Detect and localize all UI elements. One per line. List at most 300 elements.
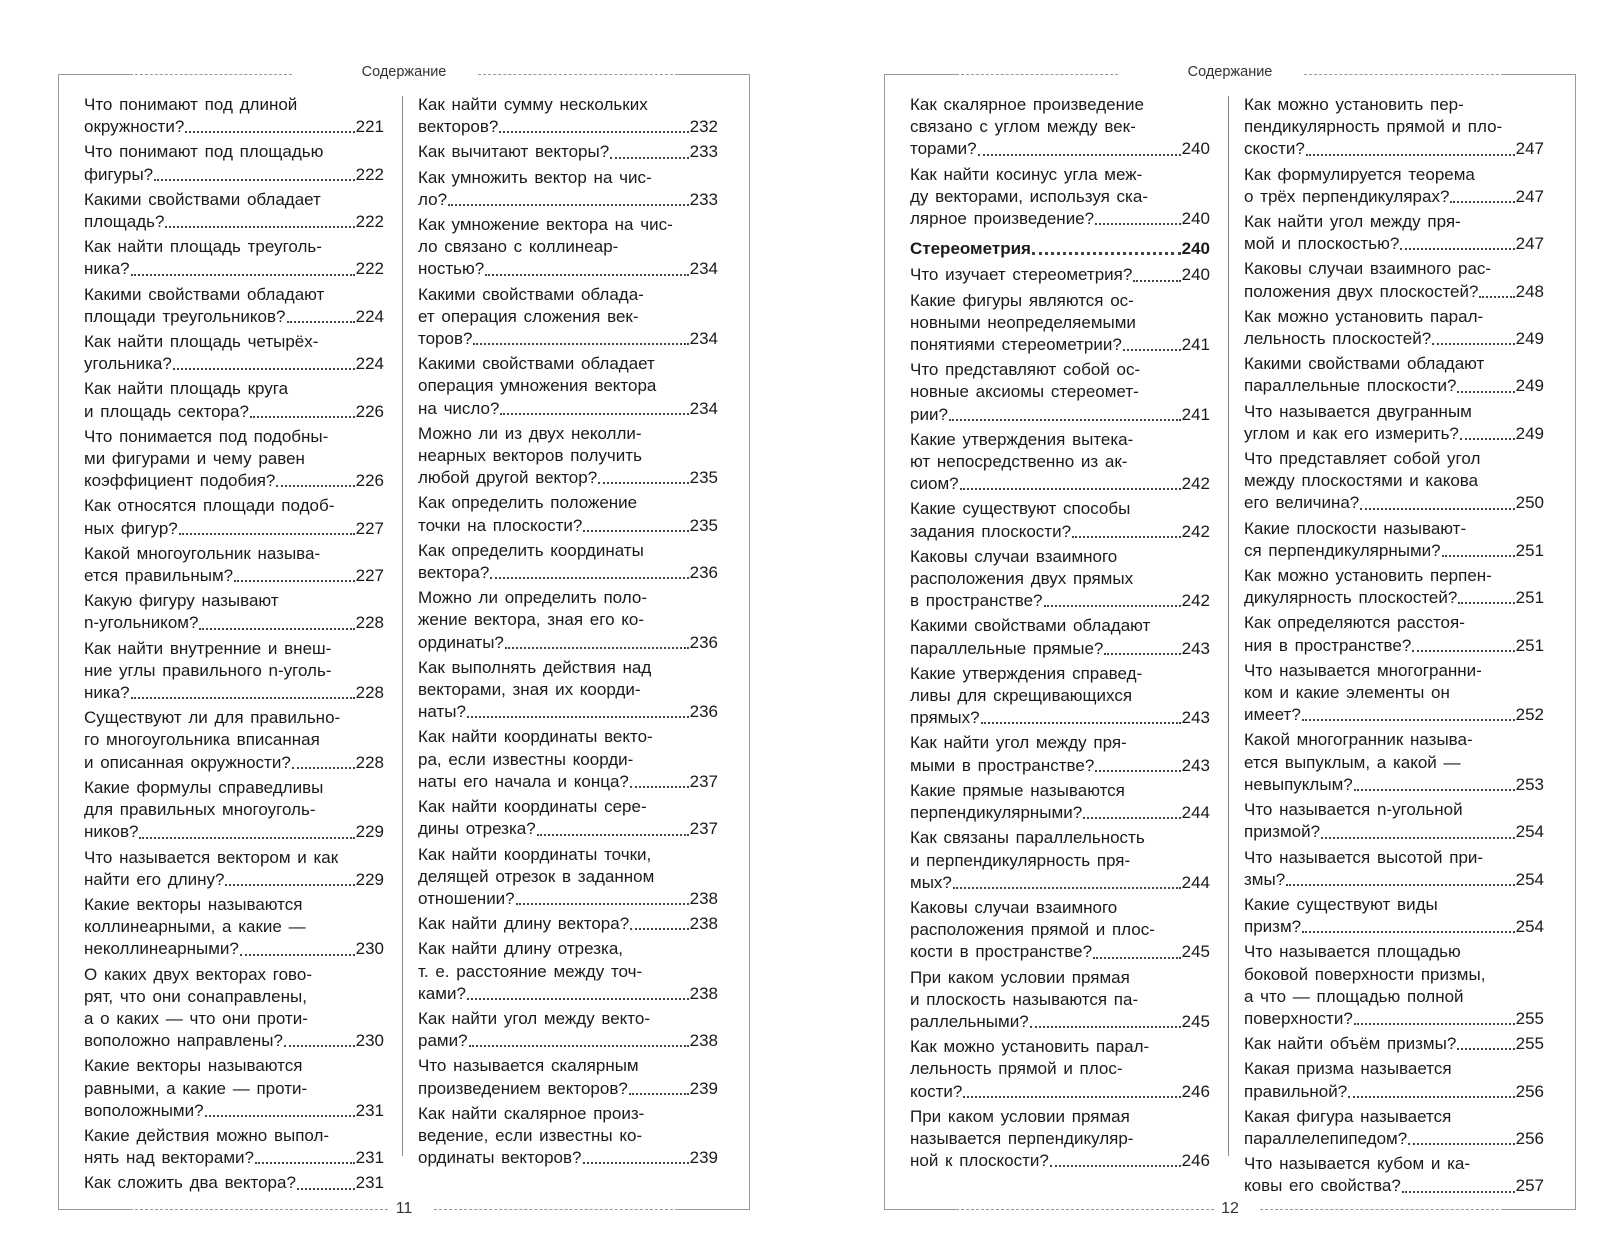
dot-leader [1032, 252, 1181, 255]
toc-page-number: 238 [689, 1031, 718, 1051]
toc-entry [910, 1106, 1210, 1173]
dot-leader [448, 204, 689, 206]
dot-leader [978, 154, 1181, 156]
toc-entry-line: для правильных многоуголь- [84, 800, 316, 820]
toc-entry-line: торами? [910, 139, 977, 159]
toc-entry-line: сиом? [910, 474, 959, 494]
dot-leader [287, 321, 355, 323]
toc-entry [418, 214, 718, 281]
toc-page-number: 249 [1515, 423, 1544, 443]
toc-entry-line: угольника? [84, 354, 172, 374]
toc-page-number: 238 [689, 914, 718, 934]
dot-leader [1348, 1096, 1514, 1098]
toc-entry-line: наты его начала и конца? [418, 771, 629, 791]
dot-leader [1479, 296, 1514, 298]
toc-entry-last-line [910, 707, 1210, 729]
toc-entry-last-line [418, 888, 718, 910]
toc-entry-line: Что представляет собой угол [1244, 449, 1481, 469]
toc-entry [1244, 353, 1544, 397]
running-title: Содержание [1187, 64, 1273, 80]
toc-entry-line: ло связано с коллинеар- [418, 237, 619, 257]
dot-leader [949, 419, 1181, 421]
toc-entry-line: При каком условии прямая [910, 967, 1130, 987]
toc-entry-line: ся перпендикулярными? [1244, 540, 1441, 560]
dot-leader [1450, 201, 1514, 203]
toc-page-number: 240 [1181, 139, 1210, 159]
dot-leader [960, 488, 1181, 490]
toc-entry [418, 844, 718, 911]
dot-leader [1432, 343, 1514, 345]
toc-entry-line: Каковы случаи взаимного [910, 546, 1118, 566]
toc-page-number: 222 [355, 164, 384, 184]
toc-section-heading [910, 238, 1210, 260]
toc-entry-line: Какие фигуры являются ос- [910, 290, 1134, 310]
toc-page-number: 227 [355, 518, 384, 538]
toc-entry-last-line [910, 208, 1210, 230]
toc-entry-line: новные аксиомы стереомет- [910, 382, 1139, 402]
toc-entry [1244, 565, 1544, 609]
toc-entry-line: воположными? [84, 1100, 204, 1120]
toc-entry-line: Существуют ли для правильно- [84, 708, 341, 728]
toc-page-number: 226 [355, 471, 384, 491]
dot-leader [1050, 1165, 1181, 1167]
toc-entry-line: ника? [84, 259, 130, 279]
toc-page-number: 245 [1181, 942, 1210, 962]
toc-entry-line: задания плоскости? [910, 521, 1072, 541]
dot-leader [131, 274, 355, 276]
toc-entry-line: ников? [84, 822, 139, 842]
toc-entry-last-line [418, 983, 718, 1005]
toc-entry [910, 967, 1210, 1034]
toc-entry-line: рят, что они сонаправлены, [84, 986, 307, 1006]
toc-entry-last-line [84, 164, 384, 186]
toc-entry [910, 264, 1210, 286]
toc-page-number: 230 [355, 939, 384, 959]
dot-leader [630, 928, 688, 930]
toc-entry-last-line [84, 565, 384, 587]
dot-leader [499, 131, 688, 133]
toc-page-number: 248 [1515, 281, 1544, 301]
toc-entry-line: неколлинеарными? [84, 939, 239, 959]
toc-entry [84, 94, 384, 138]
toc-entry [418, 726, 718, 793]
toc-entry-last-line [1244, 492, 1544, 514]
toc-entry-last-line [910, 872, 1210, 894]
dot-leader [185, 131, 354, 133]
toc-page-number: 243 [1181, 755, 1210, 775]
toc-entry-line: Как определить положение [418, 493, 638, 513]
toc-page-number: 232 [689, 117, 718, 137]
toc-entry-line: прямых? [910, 708, 980, 728]
toc-entry-line: Как формулируется теорема [1244, 164, 1475, 184]
dot-leader [165, 226, 354, 228]
toc-entry-line: ковы его свойства? [1244, 1176, 1401, 1196]
toc-entry-line: расположения двух прямых [910, 569, 1134, 589]
frame-edge [884, 74, 885, 1210]
toc-entry-line: призмой? [1244, 822, 1321, 842]
toc-page-number: 251 [1515, 635, 1544, 655]
toc-entry-line: ется выпуклым, а какой — [1244, 752, 1461, 772]
dot-leader [297, 1188, 355, 1190]
toc-entry-line: Что называется многогранни- [1244, 660, 1482, 680]
toc-entry-last-line [418, 632, 718, 654]
toc-page-number: 233 [689, 189, 718, 209]
toc-entry-last-line [1244, 1128, 1544, 1150]
toc-entry-line: Что называется кубом и ка- [1244, 1154, 1471, 1174]
toc-entry-last-line [418, 328, 718, 350]
frame-edge [58, 74, 59, 1210]
toc-entry-line: ординаты? [418, 632, 504, 652]
toc-entry-line: коэффициент подобия? [84, 471, 276, 491]
toc-entry-line: точки на плоскости? [418, 515, 583, 535]
toc-entry-last-line [1244, 375, 1544, 397]
toc-entry-line: скости? [1244, 139, 1305, 159]
toc-entry [418, 796, 718, 840]
toc-entry [418, 913, 718, 935]
toc-entry-last-line [418, 1078, 718, 1100]
dot-leader [485, 274, 688, 276]
toc-entry [1244, 847, 1544, 891]
toc-page-number: 234 [689, 259, 718, 279]
toc-entry-last-line [84, 821, 384, 843]
toc-entry [84, 847, 384, 891]
toc-entry-line: и площадь сектора? [84, 401, 249, 421]
toc-entry-last-line [84, 1147, 384, 1169]
toc-entry-line: ния в пространстве? [1244, 635, 1412, 655]
toc-entry-line: любой другой вектор? [418, 468, 598, 488]
toc-entry [84, 426, 384, 493]
toc-entry [1244, 448, 1544, 515]
toc-entry-last-line [910, 238, 1210, 260]
toc-entry-line: Как умножение вектора на чис- [418, 215, 673, 235]
toc-entry-line: Как связаны параллельность [910, 828, 1145, 848]
toc-entry-last-line [1244, 869, 1544, 891]
toc-entry-line: Как найти угол между пря- [1244, 212, 1461, 232]
toc-entry-line: параллельные прямые? [910, 638, 1104, 658]
toc-page-number: 251 [1515, 540, 1544, 560]
toc-entry [910, 359, 1210, 426]
toc-entry [910, 1036, 1210, 1103]
toc-entry [84, 543, 384, 587]
toc-entry [418, 938, 718, 1005]
toc-entry-last-line [910, 521, 1210, 543]
toc-entry-line: Какую фигуру называют [84, 591, 279, 611]
dot-leader [473, 343, 688, 345]
toc-entry [84, 189, 384, 233]
toc-entry-line: Как найти координаты сере- [418, 797, 647, 817]
toc-page-number: 255 [1515, 1008, 1544, 1028]
dot-leader [284, 1045, 355, 1047]
toc-entry [1244, 941, 1544, 1030]
toc-entry-last-line [910, 755, 1210, 777]
toc-page-number: 249 [1515, 376, 1544, 396]
toc-entry-line: Какие утверждения справед- [910, 663, 1143, 683]
toc-page-number: 251 [1515, 588, 1544, 608]
toc-page-number: 247 [1515, 234, 1544, 254]
toc-entry-line: площади треугольников? [84, 306, 286, 326]
toc-entry [910, 164, 1210, 231]
toc-entry-line: ника? [84, 683, 130, 703]
toc-page-number: 244 [1181, 803, 1210, 823]
toc-entry [418, 492, 718, 536]
toc-page-number: 221 [355, 117, 384, 137]
toc-entry-line: ло? [418, 189, 448, 209]
toc-entry-line: рии? [910, 404, 948, 424]
toc-entry-line: ной к плоскости? [910, 1151, 1049, 1171]
toc-entry [910, 780, 1210, 824]
toc-column [84, 94, 384, 1198]
toc-page-number: 235 [689, 468, 718, 488]
toc-entry-line: расположения прямой и плос- [910, 920, 1155, 940]
toc-entry-line: Каковы случаи взаимного [910, 897, 1118, 917]
toc-entry-last-line [910, 404, 1210, 426]
toc-entry-line: называется перпендикуляр- [910, 1128, 1134, 1148]
toc-entry-line: понятиями стереометрии? [910, 335, 1122, 355]
toc-entry [418, 141, 718, 163]
dot-leader [583, 530, 688, 532]
toc-entry-line: лельность плоскостей? [1244, 329, 1432, 349]
toc-entry [84, 964, 384, 1053]
dot-leader [1302, 931, 1515, 933]
dot-leader [1457, 391, 1514, 393]
toc-entry [84, 777, 384, 844]
dot-leader [234, 580, 355, 582]
toc-entry-line: Какие прямые называются [910, 780, 1125, 800]
toc-page-number: 240 [1181, 209, 1210, 229]
toc-page-number: 231 [355, 1148, 384, 1168]
toc-entry-line: Как найти объём призмы? [1244, 1034, 1457, 1054]
toc-page-number: 245 [1181, 1011, 1210, 1031]
toc-entry [418, 423, 718, 490]
dot-leader [1104, 653, 1180, 655]
toc-page-number: 249 [1515, 329, 1544, 349]
toc-entry-line: Как найти длину отрезка, [418, 939, 623, 959]
dot-leader [1402, 1191, 1515, 1193]
toc-page-number: 240 [1181, 239, 1210, 259]
toc-entry-line: Как найти площадь круга [84, 379, 289, 399]
toc-entry [84, 1172, 384, 1194]
toc-entry-line: Как найти сумму нескольких [418, 95, 648, 114]
toc-entry [910, 827, 1210, 894]
toc-entry-line: Какой многогранник называ- [1244, 730, 1473, 750]
frame-edge [749, 74, 750, 1210]
toc-entry-line: Как можно установить пер- [1244, 95, 1464, 114]
toc-page-number: 234 [689, 398, 718, 418]
toc-entry-line: кости в пространстве? [910, 942, 1093, 962]
toc-entry-last-line [910, 638, 1210, 660]
toc-entry-line: а что — площадью полной [1244, 986, 1464, 1006]
toc-entry-line: Какими свойствами обладают [910, 616, 1151, 636]
toc-entry [910, 429, 1210, 496]
toc-entry-line: Каковы случаи взаимного рас- [1244, 259, 1492, 279]
toc-entry-last-line [418, 1147, 718, 1169]
toc-entry-line: Какие действия можно выпол- [84, 1125, 330, 1145]
toc-entry [84, 707, 384, 774]
toc-page-number: 236 [689, 563, 718, 583]
toc-entry-line: т. е. расстояние между точ- [418, 961, 643, 981]
toc-entry-line: углом и как его измерить? [1244, 423, 1459, 443]
toc-entry-last-line [910, 138, 1210, 160]
toc-entry-line: ком и какие элементы он [1244, 683, 1450, 703]
toc-entry-line: окружности? [84, 117, 185, 137]
dot-leader [981, 722, 1181, 724]
toc-entry [910, 732, 1210, 776]
toc-entry-line: Какими свойствами обладают [84, 284, 325, 304]
toc-entry [1244, 258, 1544, 302]
toc-entry [910, 290, 1210, 357]
toc-entry-line: Какими свойствами облада- [418, 284, 644, 304]
dot-leader [610, 157, 688, 159]
toc-entry-line: лельность прямой и плос- [910, 1059, 1123, 1079]
dot-leader [205, 1115, 355, 1117]
toc-entry-line: Что называется площадью [1244, 942, 1461, 962]
dot-leader [1458, 602, 1514, 604]
toc-entry-line: кости? [910, 1081, 963, 1101]
dot-leader [250, 416, 355, 418]
toc-entry-last-line [418, 141, 718, 163]
dot-leader [583, 1162, 689, 1164]
page-right [884, 60, 1576, 1217]
toc-entry-last-line [84, 211, 384, 233]
toc-entry-line: Как определить координаты [418, 540, 644, 560]
toc-entry-last-line [1244, 821, 1544, 843]
toc-entry-line: Как найти длину вектора? [418, 914, 630, 934]
toc-entry-line: Какие формулы справедливы [84, 777, 324, 797]
dot-leader [467, 998, 689, 1000]
toc-entry-line: Что называется вектором и как [84, 847, 339, 867]
toc-entry-last-line [418, 771, 718, 793]
toc-entry [418, 284, 718, 351]
toc-entry-line: новными неопределяемыми [910, 312, 1136, 332]
toc-page-number: 228 [355, 752, 384, 772]
toc-entry-line: Стереометрия [910, 239, 1031, 259]
toc-entry-line: Какой многоугольник называ- [84, 543, 321, 563]
toc-entry-last-line [1244, 233, 1544, 255]
toc-entry-last-line [418, 116, 718, 138]
toc-entry-line: n-угольником? [84, 613, 199, 633]
toc-entry-line: ет операция сложения век- [418, 306, 639, 326]
toc-entry-last-line [84, 518, 384, 540]
toc-entry-line: ют непосредственно из ак- [910, 452, 1128, 472]
toc-page-number: 222 [355, 212, 384, 232]
toc-page-number: 230 [355, 1031, 384, 1051]
toc-entry [910, 94, 1210, 161]
toc-column [1244, 94, 1544, 1201]
toc-entry-last-line [418, 818, 718, 840]
toc-entry-line: положения двух плоскостей? [1244, 281, 1479, 301]
toc-page-number: 229 [355, 822, 384, 842]
toc-entry-line: ных фигур? [84, 518, 178, 538]
page-number: 11 [395, 1200, 413, 1217]
toc-page-number: 237 [689, 819, 718, 839]
toc-entry-line: Как вычитают векторы? [418, 142, 610, 162]
toc-entry [1244, 1058, 1544, 1102]
toc-entry-line: Как найти внутренние и внеш- [84, 638, 332, 658]
dot-leader [1083, 817, 1180, 819]
toc-entry-line: пендикулярность прямой и пло- [1244, 117, 1503, 137]
toc-entry-line: поверхности? [1244, 1008, 1353, 1028]
toc-page-number: 228 [355, 683, 384, 703]
toc-entry-line: наты? [418, 702, 466, 722]
toc-page-number: 241 [1181, 404, 1210, 424]
dot-leader [1123, 349, 1181, 351]
toc-entry [418, 94, 718, 138]
toc-entry-line: Какая фигура называется [1244, 1106, 1452, 1126]
toc-entry-line: Как найти координаты точки, [418, 844, 652, 864]
toc-entry-line: Какие существуют способы [910, 499, 1131, 519]
frame-edge [1575, 74, 1576, 1210]
toc-page-number: 242 [1181, 474, 1210, 494]
toc-page-number: 253 [1515, 774, 1544, 794]
toc-entry-last-line [418, 913, 718, 935]
toc-entry [84, 590, 384, 634]
toc-entry-line: правильной? [1244, 1081, 1348, 1101]
toc-entry [910, 897, 1210, 964]
toc-entry [1244, 164, 1544, 208]
toc-entry-line: раллельными? [910, 1011, 1029, 1031]
toc-page-number: 247 [1515, 186, 1544, 206]
toc-page-number: 227 [355, 566, 384, 586]
toc-entry-line: его величина? [1244, 493, 1360, 513]
dot-leader [1133, 280, 1180, 282]
toc-entry-last-line [418, 562, 718, 584]
toc-entry-last-line [84, 116, 384, 138]
column-divider [402, 96, 403, 1156]
dot-leader [537, 834, 689, 836]
toc-entry-last-line [84, 353, 384, 375]
toc-entry [84, 638, 384, 705]
toc-page-number: 241 [1181, 335, 1210, 355]
toc-entry-line: Можно ли из двух неколли- [418, 423, 642, 443]
toc-entry-line: О каких двух векторах гово- [84, 964, 313, 984]
toc-entry-last-line [418, 398, 718, 420]
toc-page-number: 231 [355, 1173, 384, 1193]
dot-leader [516, 903, 689, 905]
toc-entry [1244, 1106, 1544, 1150]
toc-entry-line: Какими свойствами обладает [84, 189, 321, 209]
dot-leader [292, 767, 355, 769]
toc-entry-line: и плоскость называются па- [910, 989, 1139, 1009]
toc-entry [418, 1008, 718, 1052]
dot-leader [598, 482, 688, 484]
dot-leader [240, 954, 355, 956]
page-number: 12 [1221, 1200, 1239, 1217]
dot-leader [1460, 438, 1515, 440]
toc-entry-line: лярное произведение? [910, 209, 1095, 229]
toc-page-number: 246 [1181, 1081, 1210, 1101]
toc-entry-line: го многоугольника вписанная [84, 730, 320, 750]
toc-entry [1244, 799, 1544, 843]
toc-entry-last-line [910, 590, 1210, 612]
toc-entry-line: Какие плоскости называют- [1244, 518, 1467, 538]
toc-entry-line: вектора? [418, 563, 490, 583]
dot-leader [490, 577, 688, 579]
toc-entry-line: между плоскостями и какова [1244, 471, 1479, 491]
toc-entry-last-line [1244, 281, 1544, 303]
toc-entry-line: Какие векторы называются [84, 894, 303, 914]
toc-entry-line: змы? [1244, 869, 1286, 889]
toc-entry-line: Что изучает стереометрия? [910, 265, 1133, 285]
toc-entry-line: Какими свойствами обладает [418, 354, 655, 374]
dot-leader [1321, 837, 1515, 839]
toc-entry-line: неарных векторов получить [418, 446, 642, 466]
toc-entry-line: Как можно установить перпен- [1244, 566, 1492, 586]
dot-leader [276, 485, 354, 487]
toc-entry-line: Что понимают под длиной [84, 95, 298, 114]
toc-entry-line: на число? [418, 398, 500, 418]
toc-entry [1244, 729, 1544, 796]
toc-entry-line: Что называется высотой при- [1244, 847, 1484, 867]
